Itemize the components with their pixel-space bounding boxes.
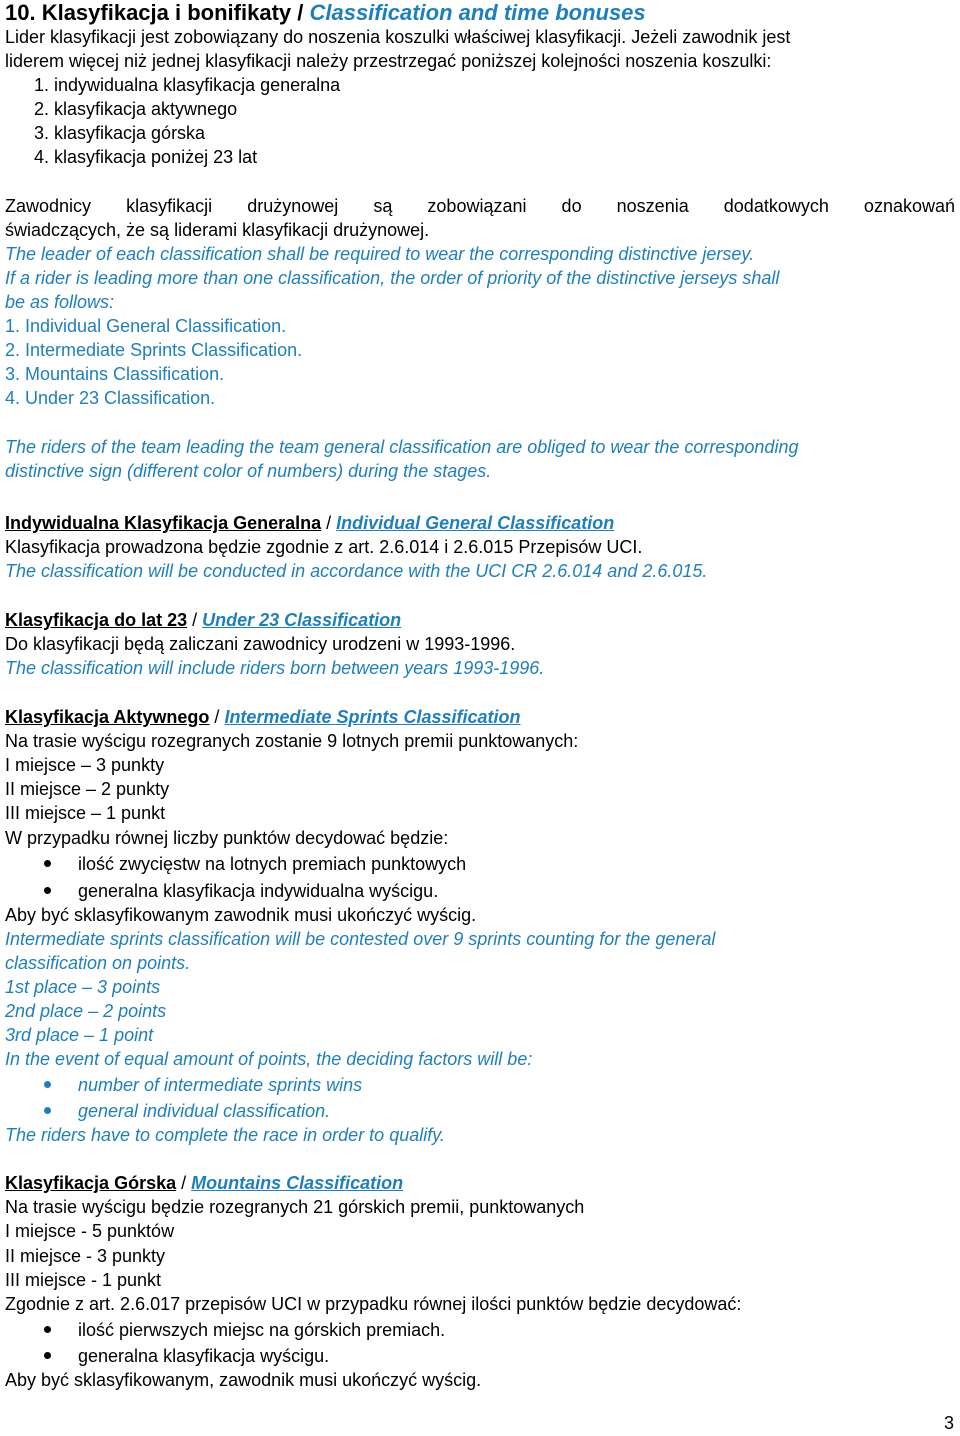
sprints-line-en: 1st place – 3 points <box>5 977 161 997</box>
priority-item-pl: 1. indywidualna klasyfikacja generalna <box>34 75 341 95</box>
sprints-classification-heading <box>5 705 955 729</box>
bullet-icon <box>44 860 51 867</box>
heading-english: Classification and time bonuses <box>309 0 646 25</box>
priority-item-en: 2. Intermediate Sprints Classification. <box>5 340 303 360</box>
sprints-line-pl: Na trasie wyścigu rozegranych zostanie 9 lotnych premii punktowanych: <box>5 731 579 751</box>
sprints-end-pl: Aby być sklasyfikowanym zawodnik musi ukończyć wyścig. <box>5 905 477 925</box>
u23-classification-heading <box>5 608 955 632</box>
sprints-line-pl: I miejsce – 3 punkty <box>5 755 165 775</box>
bullet-icon <box>44 1107 51 1114</box>
mountains-line-pl: II miejsce - 3 punkty <box>5 1246 166 1266</box>
intro-line-en: The leader of each classification shall be required to wear the corresponding distinctive jersey. <box>5 244 755 264</box>
mountains-line-pl: Zgodnie z art. 2.6.017 przepisów UCI w przypadku równej ilości punktów będzie decydować: <box>5 1294 742 1314</box>
general-text-pl: Klasyfikacja prowadzona będzie zgodnie z art. 2.6.014 i 2.6.015 Przepisów UCI. <box>5 537 643 557</box>
sprints-line-pl: II miejsce – 2 punkty <box>5 779 170 799</box>
mountains-line-pl: III miejsce - 1 punkt <box>5 1270 162 1290</box>
mountains-bullet-pl: generalna klasyfikacja wyścigu. <box>78 1346 330 1366</box>
intro-line-en: be as follows: <box>5 292 115 312</box>
title-separator: / <box>187 610 203 630</box>
mountains-classification-heading <box>5 1171 955 1195</box>
u23-text-pl: Do klasyfikacji będą zaliczani zawodnicy urodzeni w 1993-1996. <box>5 634 516 654</box>
title-separator: / <box>321 513 337 533</box>
priority-item-en: 3. Mountains Classification. <box>5 364 225 384</box>
sprints-title-pl: Klasyfikacja Aktywnego <box>5 707 210 727</box>
sprints-bullet-pl: generalna klasyfikacja indywidualna wyścigu. <box>78 881 439 901</box>
general-title-pl: Indywidualna Klasyfikacja Generalna <box>5 513 322 533</box>
title-separator: / <box>209 707 225 727</box>
sprints-line-en: classification on points. <box>5 953 191 973</box>
sprints-line-en: In the event of equal amount of points, the deciding factors will be: <box>5 1049 533 1069</box>
team-text-en: The riders of the team leading the team general classification are obliged to wear the corresponding <box>5 437 799 457</box>
sprints-title-en: Intermediate Sprints Classification <box>224 707 521 727</box>
intro-line-en: If a rider is leading more than one classification, the order of priority of the distinctive jerseys shall <box>5 268 780 288</box>
u23-text-en: The classification will include riders born between years 1993-1996. <box>5 658 545 678</box>
priority-item-pl: 2. klasyfikacja aktywnego <box>34 99 238 119</box>
priority-item-en: 4. Under 23 Classification. <box>5 388 216 408</box>
intro-line: liderem więcej niż jednej klasyfikacji należy przestrzegać poniższej kolejności noszenia koszulki: <box>5 51 772 71</box>
sprints-line-pl: W przypadku równej liczby punktów decydować będzie: <box>5 828 449 848</box>
bullet-icon <box>44 887 51 894</box>
u23-title-en: Under 23 Classification <box>202 610 402 630</box>
priority-item-pl: 3. klasyfikacja górska <box>34 123 206 143</box>
title-separator: / <box>176 1173 192 1193</box>
sprints-line-en: 3rd place – 1 point <box>5 1025 154 1045</box>
sprints-bullet-en: general individual classification. <box>78 1101 331 1121</box>
page-number: 3 <box>943 1413 954 1433</box>
sprints-bullet-pl: ilość zwycięstw na lotnych premiach punktowych <box>78 854 467 874</box>
general-text-en: The classification will be conducted in accordance with the UCI CR 2.6.014 and 2.6.015. <box>5 561 708 581</box>
sprints-end-en: The riders have to complete the race in order to qualify. <box>5 1125 445 1145</box>
sprints-line-pl: III miejsce – 1 punkt <box>5 803 166 823</box>
mountains-bullet-pl: ilość pierwszych miejsc na górskich premiach. <box>78 1320 446 1340</box>
intro-line: Lider klasyfikacji jest zobowiązany do noszenia koszulki właściwej klasyfikacji. Jeżeli zawodnik jest <box>5 27 791 47</box>
priority-item-en: 1. Individual General Classification. <box>5 316 287 336</box>
sprints-line-en: 2nd place – 2 points <box>5 1001 167 1021</box>
mountains-title-en: Mountains Classification <box>191 1173 404 1193</box>
bullet-icon <box>44 1352 51 1359</box>
section-heading <box>5 0 955 26</box>
priority-item-pl: 4. klasyfikacja poniżej 23 lat <box>34 147 258 167</box>
bullet-icon <box>44 1081 51 1088</box>
team-text-pl: świadczących, że są liderami klasyfikacji drużynowej. <box>5 220 430 240</box>
sprints-line-en: Intermediate sprints classification will be contested over 9 sprints counting for the general <box>5 929 716 949</box>
heading-polish: 10. Klasyfikacja i bonifikaty / <box>5 0 310 25</box>
u23-title-pl: Klasyfikacja do lat 23 <box>5 610 188 630</box>
mountains-line-pl: Na trasie wyścigu będzie rozegranych 21 górskich premii, punktowanych <box>5 1197 585 1217</box>
general-classification-heading <box>5 511 955 535</box>
bullet-icon <box>44 1326 51 1333</box>
team-text-en: distinctive sign (different color of numbers) during the stages. <box>5 461 492 481</box>
mountains-title-pl: Klasyfikacja Górska <box>5 1173 177 1193</box>
sprints-bullet-en: number of intermediate sprints wins <box>78 1075 363 1095</box>
mountains-end-pl: Aby być sklasyfikowanym, zawodnik musi ukończyć wyścig. <box>5 1370 482 1390</box>
mountains-line-pl: I miejsce - 5 punktów <box>5 1221 175 1241</box>
general-title-en: Individual General Classification <box>336 513 615 533</box>
team-text-pl: Zawodnicy klasyfikacji drużynowej są zobowiązani do noszenia dodatkowych oznakowań <box>5 196 955 216</box>
